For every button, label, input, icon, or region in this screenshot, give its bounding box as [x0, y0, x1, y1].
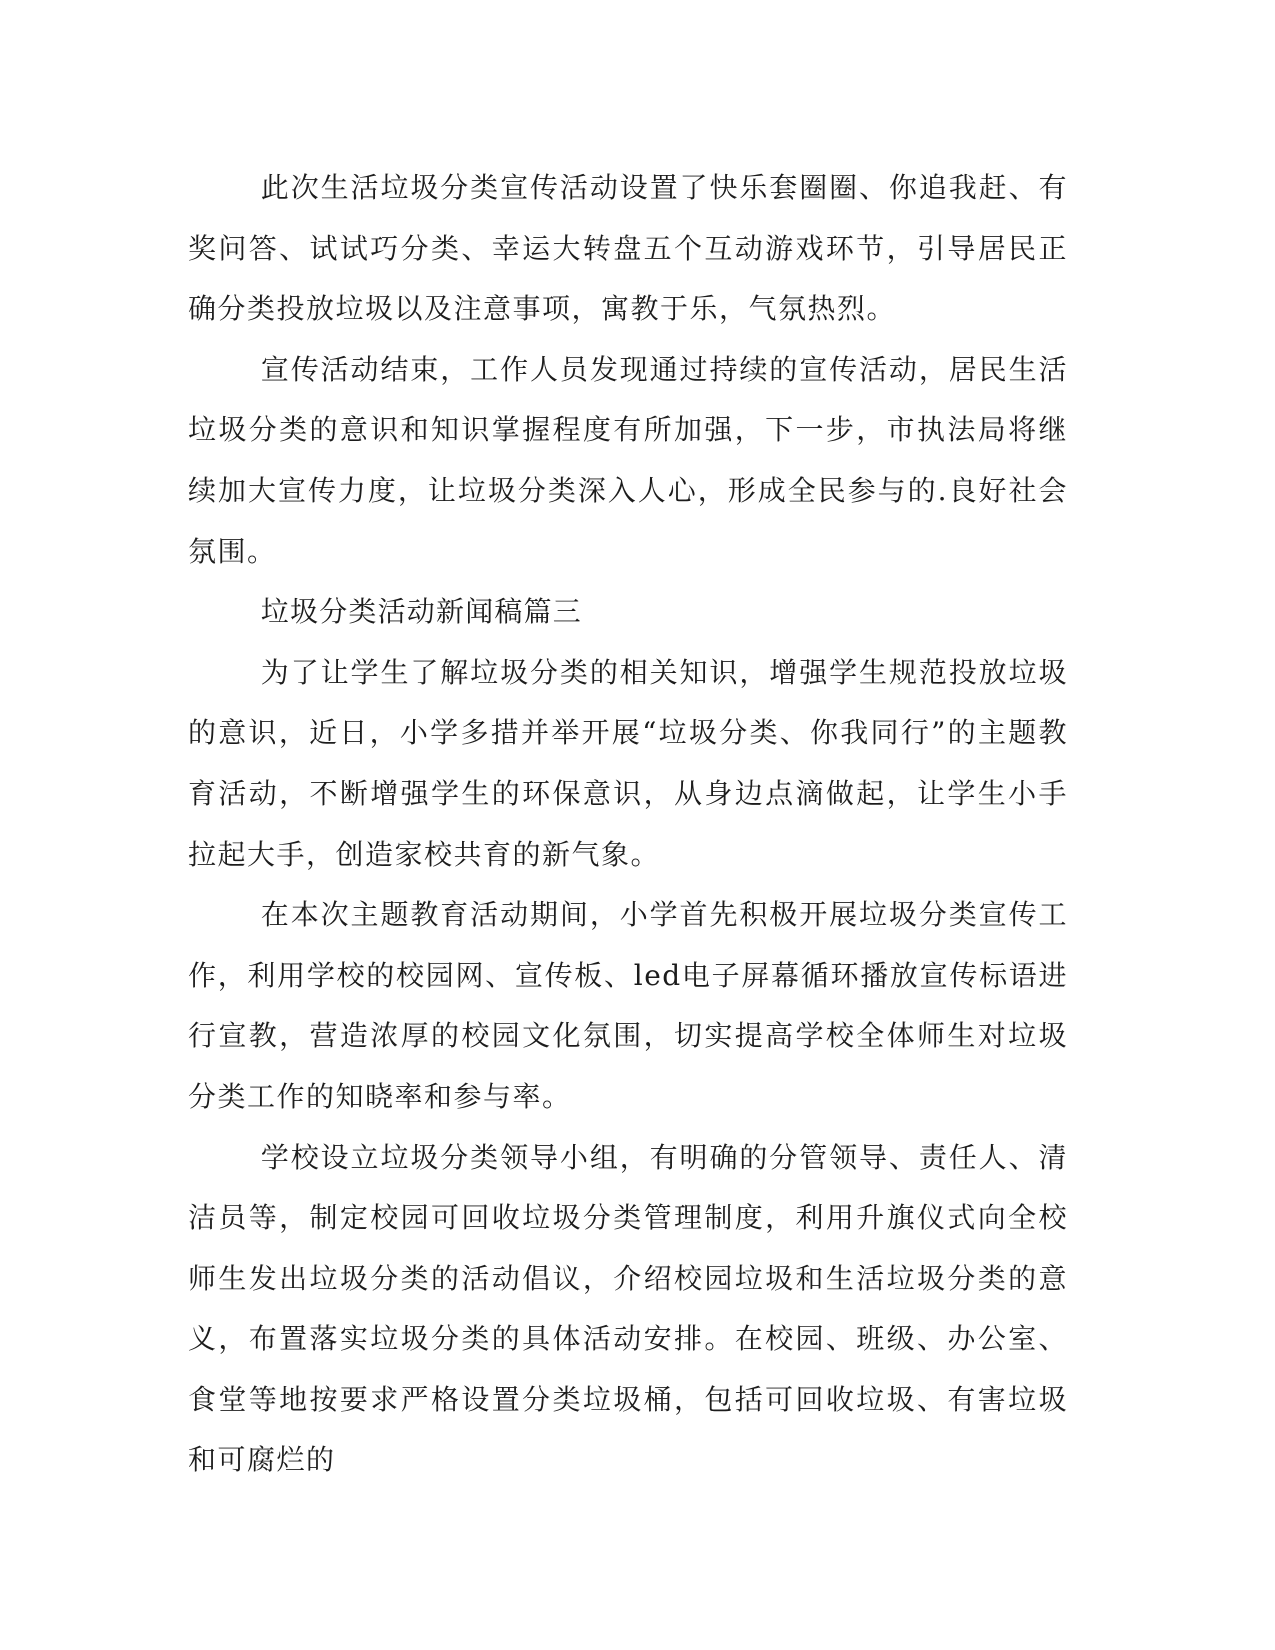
paragraph-activity-conclusion: 宣传活动结束，工作人员发现通过持续的宣传活动，居民生活垃圾分类的意识和知识掌握程度有所加强，下一步，市执法局将继续加大宣传力度，让垃圾分类深入人心，形成全民参与的.良好社会氛围。 — [188, 352, 1068, 568]
document-body — [188, 158, 1068, 1491]
paragraph-activity-games: 此次生活垃圾分类宣传活动设置了快乐套圈圈、你追我赶、有奖问答、试试巧分类、幸运大转盘五个互动游戏环节，引导居民正确分类投放垃圾以及注意事项，寓教于乐，气氛热烈。 — [188, 171, 1068, 326]
paragraph-school-leadership: 学校设立垃圾分类领导小组，有明确的分管领导、责任人、清洁员等，制定校园可回收垃圾分类管理制度，利用升旗仪式向全校师生发出垃圾分类的活动倡议，介绍校园垃圾和生活垃圾分类的意义，布置落实垃圾分类的具体活动安排。在校园、班级、办公室、食堂等地按要求严格设置分类垃圾桶，包括可回收垃圾、有害垃圾和可腐烂的 — [188, 1140, 1068, 1477]
paragraph-school-intro: 为了让学生了解垃圾分类的相关知识，增强学生规范投放垃圾的意识，近日，小学多措并举开展“垃圾分类、你我同行”的主题教育活动，不断增强学生的环保意识，从身边点滴做起，让学生小手拉起大手，创造家校共育的新气象。 — [188, 655, 1068, 871]
section-heading: 垃圾分类活动新闻稿篇三 — [260, 595, 582, 629]
paragraph-school-publicity: 在本次主题教育活动期间，小学首先积极开展垃圾分类宣传工作，利用学校的校园网、宣传板、led电子屏幕循环播放宣传标语进行宣教，营造浓厚的校园文化氛围，切实提高学校全体师生对垃圾分类工作的知晓率和参与率。 — [188, 898, 1068, 1113]
